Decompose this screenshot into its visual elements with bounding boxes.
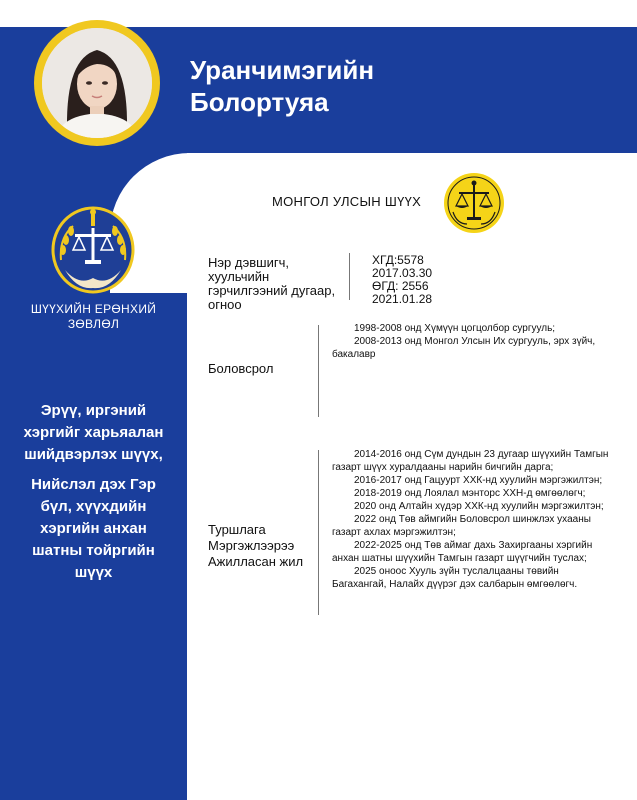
- experience-divider: [318, 450, 319, 615]
- list-item: 2020 онд Алтайн хүдэр ХХК-нд хуулийн мэргэжилтэн;: [354, 501, 604, 512]
- description-line: Эрүү, иргэний: [40, 402, 147, 419]
- council-line-2: ЗӨВЛӨЛ: [67, 317, 120, 331]
- avatar-portrait-icon: [42, 28, 152, 138]
- list-item: 2025 оноос Хууль зүйн туслалцааны төвийн Багахангай, Налайх дүүрэг дэх салбарын өмгөөлөгч.: [332, 566, 578, 590]
- experience-label: [208, 522, 303, 570]
- avatar: [42, 28, 152, 138]
- name-line-2: Болортуяа: [190, 87, 329, 117]
- judicial-council-title: [0, 302, 187, 332]
- experience-label-line: Ажилласан жил: [208, 554, 304, 569]
- license-date: 2021.01.28: [372, 292, 433, 306]
- experience-label-line: Туршлага: [208, 522, 266, 537]
- license-number: ӨГД: 2556: [372, 279, 429, 293]
- list-item: 2008-2013 онд Монгол Улсын Их сургууль, эрх зүйч, бакалавр: [332, 336, 596, 360]
- court-jurisdiction-description: [10, 400, 177, 584]
- certificate-number: ХГД:5578: [372, 253, 424, 267]
- court-emblem-icon: [443, 172, 505, 234]
- name-line-1: Уранчимэгийн: [190, 55, 375, 85]
- education-list: [332, 322, 612, 361]
- judicial-council-emblem-icon: [49, 200, 137, 296]
- experience-list: [332, 448, 612, 591]
- council-line-1: ШҮҮХИЙН ЕРӨНХИЙ: [30, 302, 157, 316]
- certificate-label-line: Нэр дэвшигч,: [208, 255, 289, 270]
- description-line: шийдвэрлэх шүүх,: [24, 446, 163, 463]
- list-item: 2018-2019 онд Лоялал мэнторс ХХН-д өмгөөлөгч;: [354, 488, 586, 499]
- certificate-label-line: гэрчилгээний дугаар,: [208, 283, 336, 298]
- list-item: 2022-2025 онд Төв аймаг дахь Захиргааны хэргийн анхан шатны шүүхийн Тамгын газарт шүүгчийн туслах;: [332, 540, 593, 564]
- description-line: шатны тойргийн: [32, 542, 155, 559]
- description-line: хэргийн анхан: [40, 520, 147, 537]
- description-line: бүл, хүүхдийн: [40, 498, 147, 515]
- list-item: 2022 онд Төв аймгийн Боловсрол шинжлэх ухааны газарт ахлах мэргэжилтэн;: [332, 514, 591, 538]
- description-line: Нийслэл дэх Гэр: [31, 476, 156, 493]
- certificate-values: [372, 254, 432, 306]
- list-item: 1998-2008 онд Хүмүүн цогцолбор сургууль;: [354, 323, 556, 334]
- description-line: хэргийг харьяалан: [23, 424, 164, 441]
- education-divider: [318, 325, 319, 417]
- description-line: шүүх: [74, 564, 113, 581]
- court-title: МОНГОЛ УЛСЫН ШҮҮХ: [272, 194, 422, 209]
- certificate-label-line: огноо: [208, 297, 242, 312]
- certificate-divider: [349, 253, 350, 300]
- candidate-name: [190, 54, 374, 118]
- list-item: 2016-2017 онд Гацуурт ХХК-нд хуулийн мэргэжилтэн;: [354, 475, 603, 486]
- experience-label-line: Мэргэжлээрээ: [208, 538, 295, 553]
- certificate-date: 2017.03.30: [372, 266, 433, 280]
- certificate-label-line: хуульчийн: [208, 269, 270, 284]
- education-label: Боловсрол: [208, 361, 274, 376]
- list-item: 2014-2016 онд Сүм дундын 23 дугаар шүүхийн Тамгын газарт шүүх хуралдааны нарийн бичгийн дарга;: [332, 449, 609, 473]
- certificate-label: [208, 256, 335, 312]
